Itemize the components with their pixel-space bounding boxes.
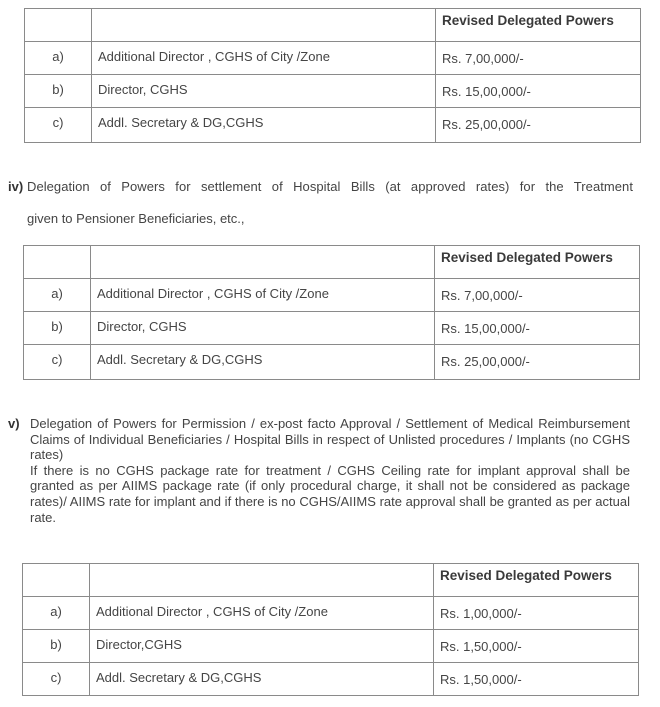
header-cell-designation bbox=[91, 246, 435, 279]
row-label: a) bbox=[25, 42, 92, 75]
row-amount: Rs. 25,00,000/- bbox=[435, 345, 640, 380]
section-v-text-1: Delegation of Powers for Permission / ex-post facto Approval / Settlement of Medical Reimbursement Claims of Individual Beneficiaries / Hospital Bills in respect of Unlisted procedures / Implants (no CGHS rates) bbox=[30, 416, 630, 463]
table-header-row bbox=[25, 9, 641, 42]
row-label: b) bbox=[24, 312, 91, 345]
table-row bbox=[25, 108, 641, 143]
row-amount: Rs. 15,00,000/- bbox=[435, 312, 640, 345]
row-designation: Addl. Secretary & DG,CGHS bbox=[91, 345, 435, 380]
header-cell-revised-powers: Revised Delegated Powers bbox=[434, 564, 639, 597]
table-header-row bbox=[23, 564, 639, 597]
section-number: v) bbox=[8, 416, 20, 431]
table-row bbox=[23, 630, 639, 663]
table-row bbox=[24, 345, 640, 380]
header-cell-revised-powers: Revised Delegated Powers bbox=[436, 9, 641, 42]
row-amount: Rs. 1,50,000/- bbox=[434, 630, 639, 663]
row-designation: Director, CGHS bbox=[92, 75, 436, 108]
delegated-powers-table-1 bbox=[24, 8, 641, 143]
section-iv-paragraph bbox=[8, 179, 633, 226]
table-row bbox=[23, 663, 639, 696]
row-designation: Director, CGHS bbox=[91, 312, 435, 345]
table-row bbox=[24, 279, 640, 312]
row-label: c) bbox=[25, 108, 92, 143]
row-amount: Rs. 7,00,000/- bbox=[436, 42, 641, 75]
row-designation: Director,CGHS bbox=[90, 630, 434, 663]
row-amount: Rs. 15,00,000/- bbox=[436, 75, 641, 108]
row-label: c) bbox=[24, 345, 91, 380]
section-iv-text-line-1: Delegation of Powers for settlement of Hospital Bills (at approved rates) for the Treatment bbox=[27, 179, 633, 194]
row-designation: Additional Director , CGHS of City /Zone bbox=[90, 597, 434, 630]
table-row bbox=[24, 312, 640, 345]
header-cell-designation bbox=[90, 564, 434, 597]
header-cell-revised-powers: Revised Delegated Powers bbox=[435, 246, 640, 279]
section-v-text-2: If there is no CGHS package rate for treatment / CGHS Ceiling rate for implant approval shall be granted as per AIIMS package rate (if only procedural charge, it shall not be considered as package rates)/ AIIMS rate for implant and if there is no CGHS/AIIMS rate approval shall be granted as per actual rate. bbox=[30, 462, 630, 525]
row-label: c) bbox=[23, 663, 90, 696]
section-v-paragraph bbox=[8, 416, 630, 525]
row-label: b) bbox=[25, 75, 92, 108]
delegated-powers-table-3 bbox=[22, 563, 639, 696]
row-designation: Addl. Secretary & DG,CGHS bbox=[92, 108, 436, 143]
table-row bbox=[25, 75, 641, 108]
header-cell-designation bbox=[92, 9, 436, 42]
row-amount: Rs. 1,50,000/- bbox=[434, 663, 639, 696]
row-amount: Rs. 1,00,000/- bbox=[434, 597, 639, 630]
delegated-powers-table-2 bbox=[23, 245, 640, 380]
row-amount: Rs. 7,00,000/- bbox=[435, 279, 640, 312]
section-iv-text-line-2: given to Pensioner Beneficiaries, etc., bbox=[27, 211, 245, 226]
row-designation: Additional Director , CGHS of City /Zone bbox=[92, 42, 436, 75]
row-label: b) bbox=[23, 630, 90, 663]
row-designation: Additional Director , CGHS of City /Zone bbox=[91, 279, 435, 312]
section-number: iv) bbox=[8, 179, 24, 194]
header-cell-label bbox=[24, 246, 91, 279]
row-label: a) bbox=[23, 597, 90, 630]
header-cell-label bbox=[23, 564, 90, 597]
header-cell-label bbox=[25, 9, 92, 42]
table-header-row bbox=[24, 246, 640, 279]
row-amount: Rs. 25,00,000/- bbox=[436, 108, 641, 143]
row-label: a) bbox=[24, 279, 91, 312]
row-designation: Addl. Secretary & DG,CGHS bbox=[90, 663, 434, 696]
table-row bbox=[23, 597, 639, 630]
section-v-body bbox=[8, 416, 630, 525]
table-row bbox=[25, 42, 641, 75]
